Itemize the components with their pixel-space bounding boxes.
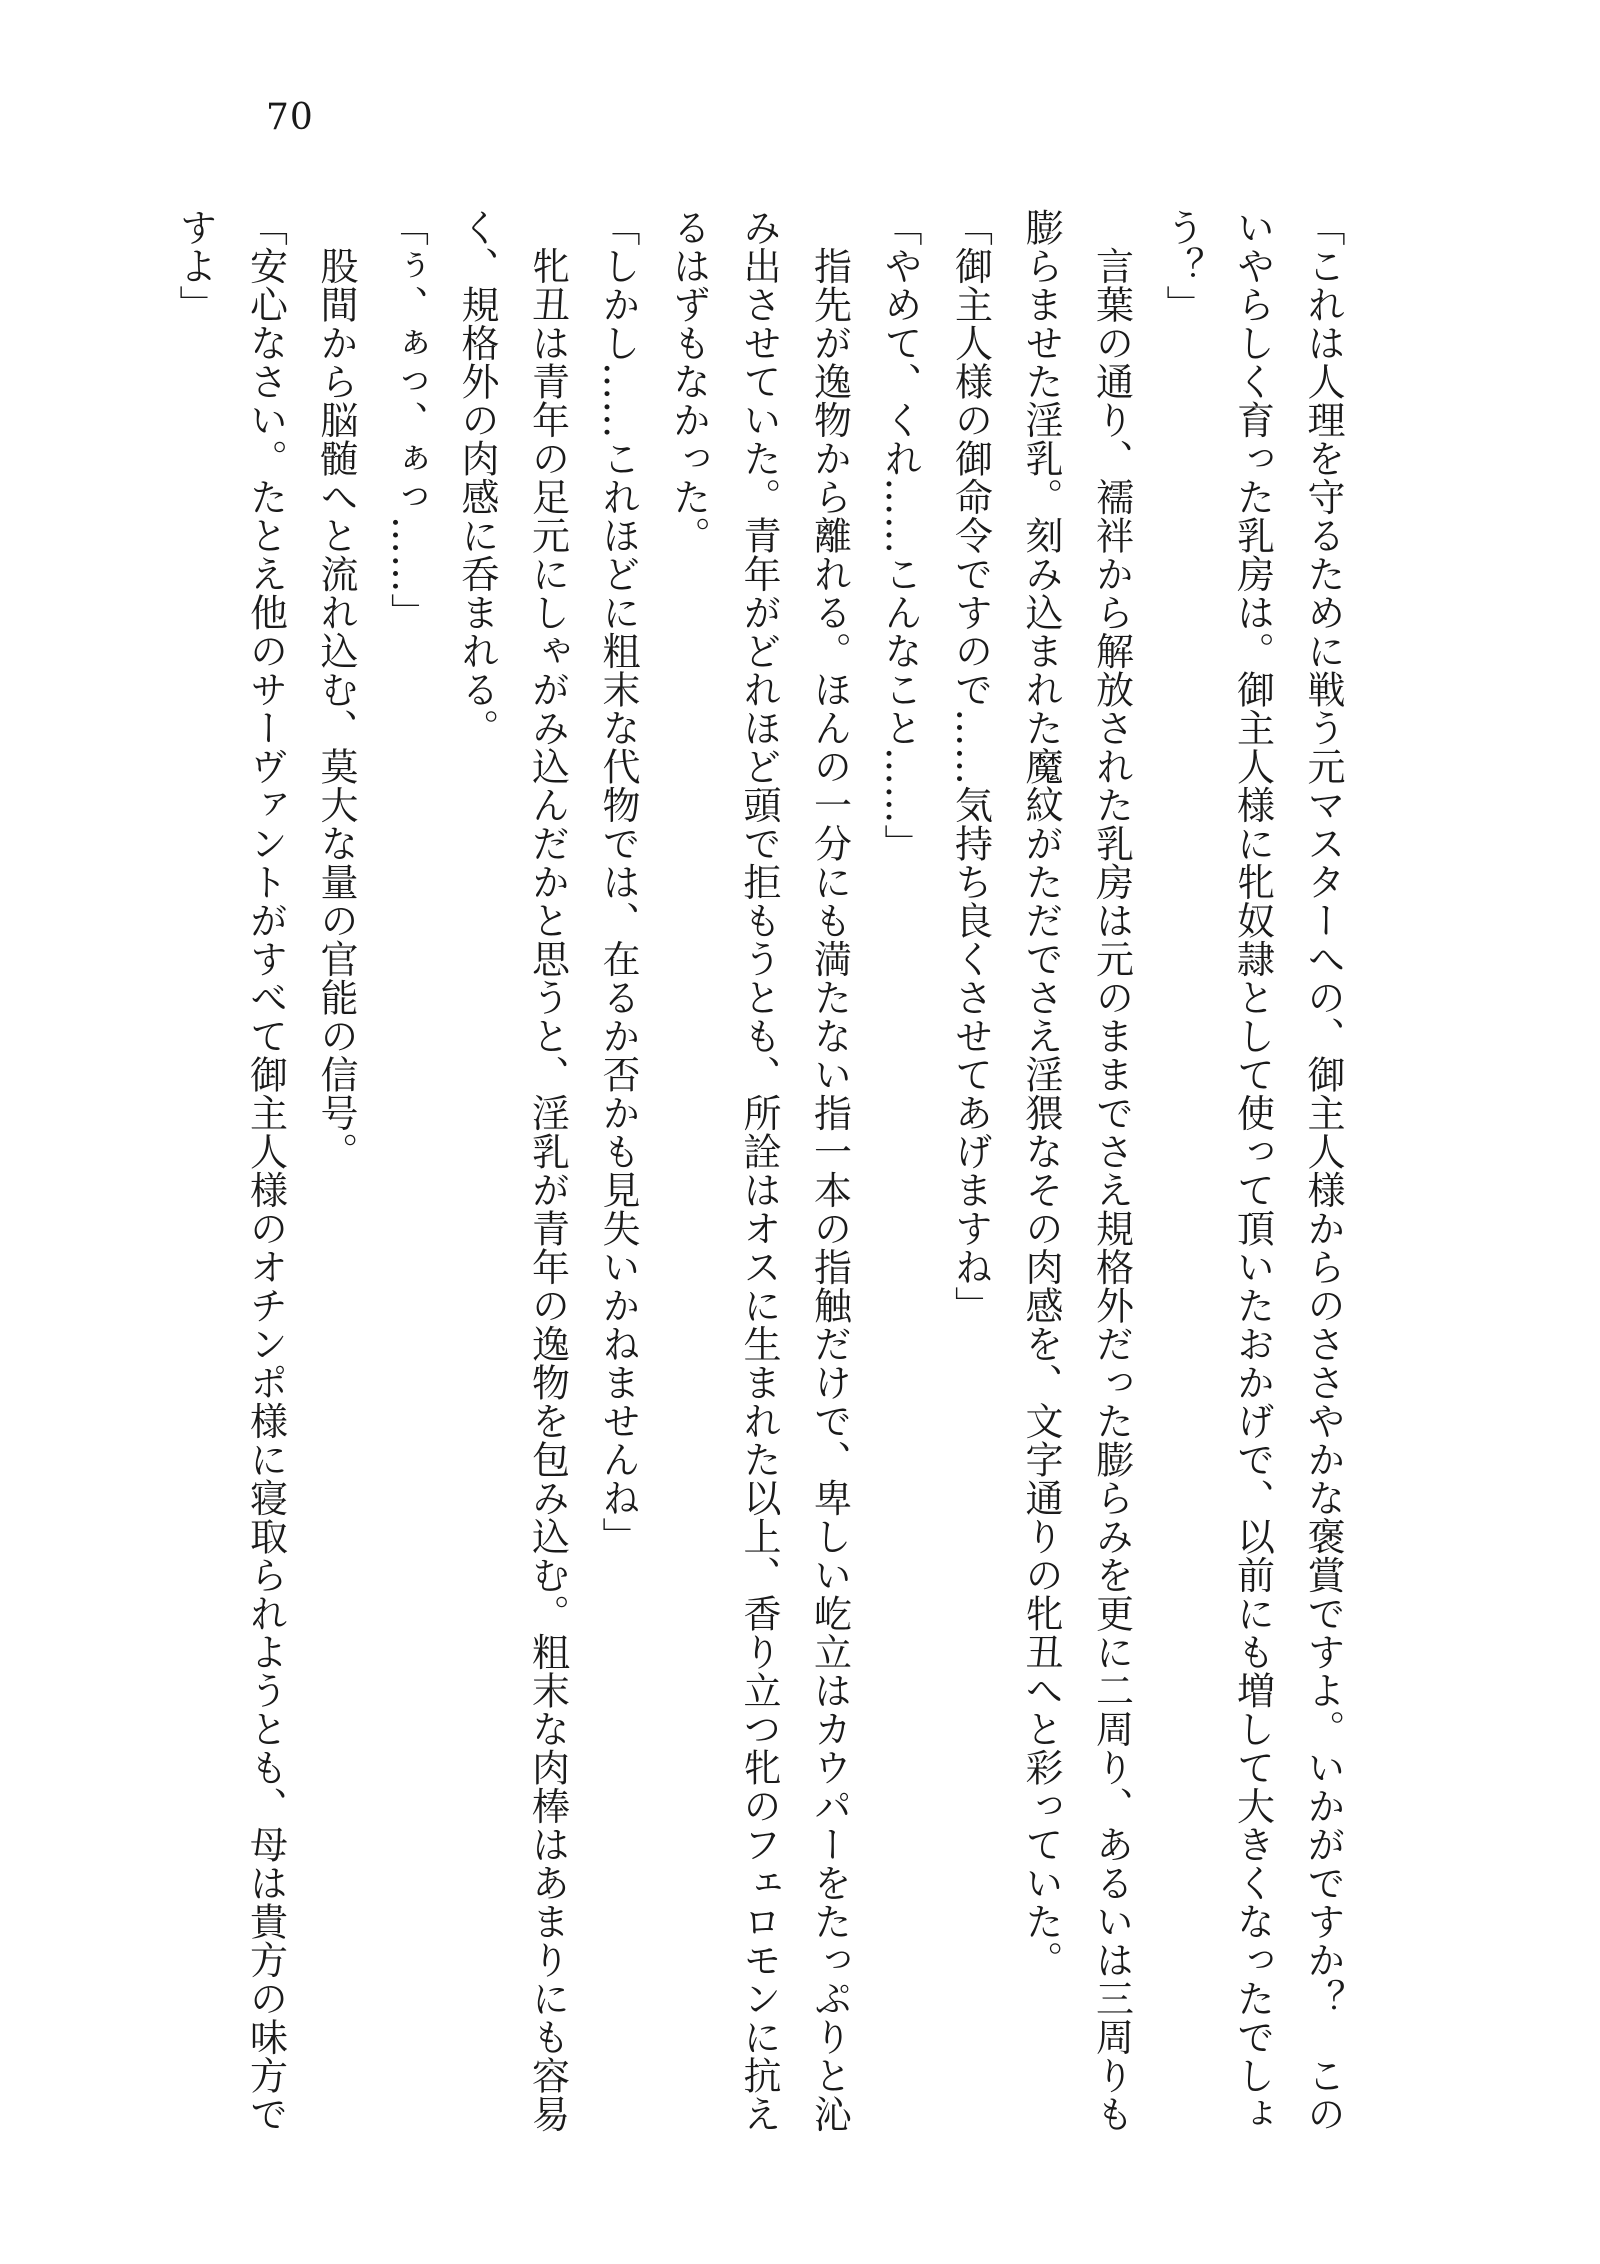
text-line: 指先が逸物から離れる。ほんの一分にも満たない指一本の指触だけで、卑しい屹立はカウパーをたっぷりと沁み出させていた。青年がどれほど頭で拒もうとも、所詮はオスに生まれた以上、香り立つ牝のフェロモンに抗えるはずもなかった。: [666, 208, 852, 2133]
vertical-text-body: [160, 208, 1359, 2138]
text-line: 牝丑は青年の足元にしゃがみ込んだかと思うと、淫乳が青年の逸物を包み込む。粗末な肉棒はあまりにも容易く、規格外の肉感に呑まれる。: [455, 208, 570, 2133]
text-line: 「安心なさい。たとえ他のサーヴァントがすべて御主人様のオチンポ様に寝取られようとも、母は貴方の味方ですよ」: [173, 208, 288, 2133]
page-number: 70: [266, 97, 314, 138]
text-line: 言葉の通り、襦袢から解放された乳房は元のままでさえ規格外だった膨らみを更に二周り、あるいは三周りも膨らませた淫乳。刻み込まれた魔紋がただでさえ淫猥なその肉感を、文字通りの牝丑へと彩っていた。: [1019, 208, 1134, 2133]
text-line: 「御主人様の御命令ですので……気持ち良くさせてあげますね」: [948, 208, 993, 1325]
text-line: 「しかし……これほどに粗末な代物では、在るか否かも見失いかねませんね」: [596, 208, 640, 1556]
text-line: 「ぅ、ぁっ、ぁっ……」: [384, 208, 429, 632]
text-line: 股間から脳髄へと流れ込む、莫大な量の官能の信号。: [314, 208, 358, 1171]
text-line: 「やめて、くれ……こんなこと……」: [878, 208, 922, 863]
text-line: 「これは人理を守るために戦う元マスターへの、御主人様からのささやかな褒賞ですよ。いかがですか？ このいやらしく育った乳房は。御主人様に牝奴隷として使って頂いたおかげで、以前にも増して大きくなったでしょう？」: [1160, 208, 1345, 2133]
